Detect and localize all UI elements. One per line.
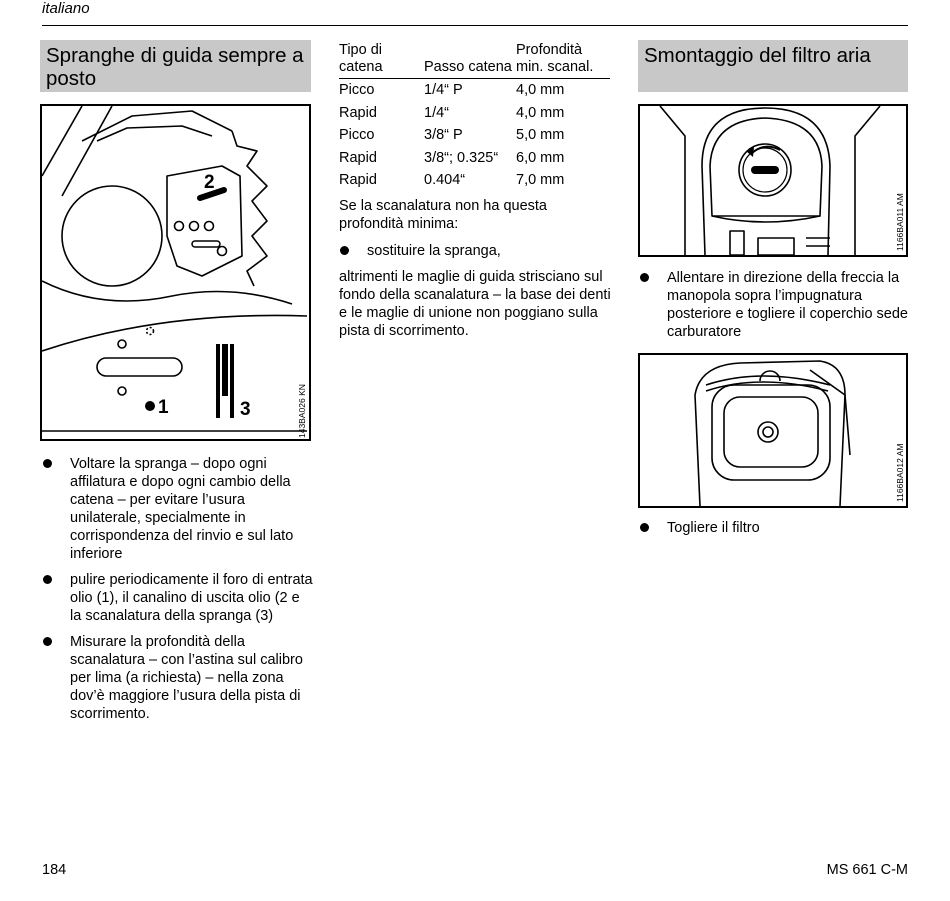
- list-item: Allentare in direzione della freccia la manopola sopra l’impugnatura posteriore e togliere il coperchio sede carburatore: [639, 269, 909, 341]
- filter-cover-illustration: [640, 106, 906, 255]
- figure-code: 1166BA011 AM: [895, 193, 905, 251]
- header-rule: [42, 25, 908, 26]
- bullet-icon: [43, 459, 52, 468]
- bullet-icon: [43, 575, 52, 584]
- column-header: Tipo di catena: [339, 42, 424, 79]
- table-row: Picco 3/8“ P 5,0 mm: [339, 127, 565, 143]
- bullet-icon: [43, 637, 52, 646]
- table-row: Picco 1/4“ P 4,0 mm: [339, 82, 565, 98]
- bullet-icon: [640, 273, 649, 282]
- model-name: MS 661 C-M: [826, 862, 908, 878]
- figure-code: 1166BA012 AM: [895, 443, 905, 502]
- section-title-guide-bars: Spranghe di guida sempre a posto: [40, 40, 311, 92]
- list-item: sostituire la spranga,: [339, 242, 611, 260]
- groove-depth-table: [339, 42, 610, 192]
- column-header: Passo catena: [424, 42, 516, 79]
- page-number: 184: [42, 862, 67, 878]
- air-filter-illustration: [640, 355, 906, 506]
- callout-1: 1: [158, 397, 169, 418]
- table-row: Rapid 0.404“ 7,0 mm: [339, 172, 565, 188]
- list-item: pulire periodicamente il foro di entrata olio (1), il canalino di uscita olio (2 e la scanalatura della spranga (3): [42, 571, 314, 625]
- right-bullet-list-1: [639, 269, 909, 349]
- right-bullet-list-2: [639, 519, 909, 545]
- column-header: Profondità min. scanal.: [516, 42, 610, 79]
- paragraph-otherwise: altrimenti le maglie di guida strisciano sul fondo della scanalatura – la base dei denti e le maglie di unione non poggiano sulla pista di scorrimento.: [339, 269, 611, 339]
- callout-2: 2: [204, 172, 215, 193]
- bullet-icon: [640, 523, 649, 532]
- bullet-icon: [340, 246, 349, 255]
- section-title-air-filter: Smontaggio del filtro aria: [638, 40, 908, 92]
- list-item: Misurare la profondità della scanalatura – con l’astina sul calibro per lima (a richiesta) – nella zona dov’è maggiore l’usura della pista di scorrimento.: [42, 633, 314, 723]
- callout-3: 3: [240, 399, 251, 420]
- figure-filter-cover: [638, 104, 908, 257]
- middle-bullet-list: [339, 242, 611, 268]
- paragraph-min-depth: Se la scanalatura non ha questa profondità minima:: [339, 198, 547, 232]
- left-bullet-list: [42, 455, 314, 731]
- figure-guide-bar: [40, 104, 311, 441]
- table-row: Rapid 3/8“; 0.325“ 6,0 mm: [339, 149, 565, 166]
- table-row: Rapid 1/4“ 4,0 mm: [339, 104, 565, 121]
- list-item: Voltare la spranga – dopo ogni affilatura e dopo ogni cambio della catena – per evitare l’usura unilaterale, specialmente in corrispondenza del rinvio e sul lato inferiore: [42, 455, 314, 563]
- guide-bar-illustration: [42, 106, 309, 439]
- list-item: Togliere il filtro: [639, 519, 909, 537]
- language-label: italiano: [42, 0, 90, 17]
- figure-code: 143BA026 KN: [297, 384, 307, 438]
- figure-air-filter: [638, 353, 908, 508]
